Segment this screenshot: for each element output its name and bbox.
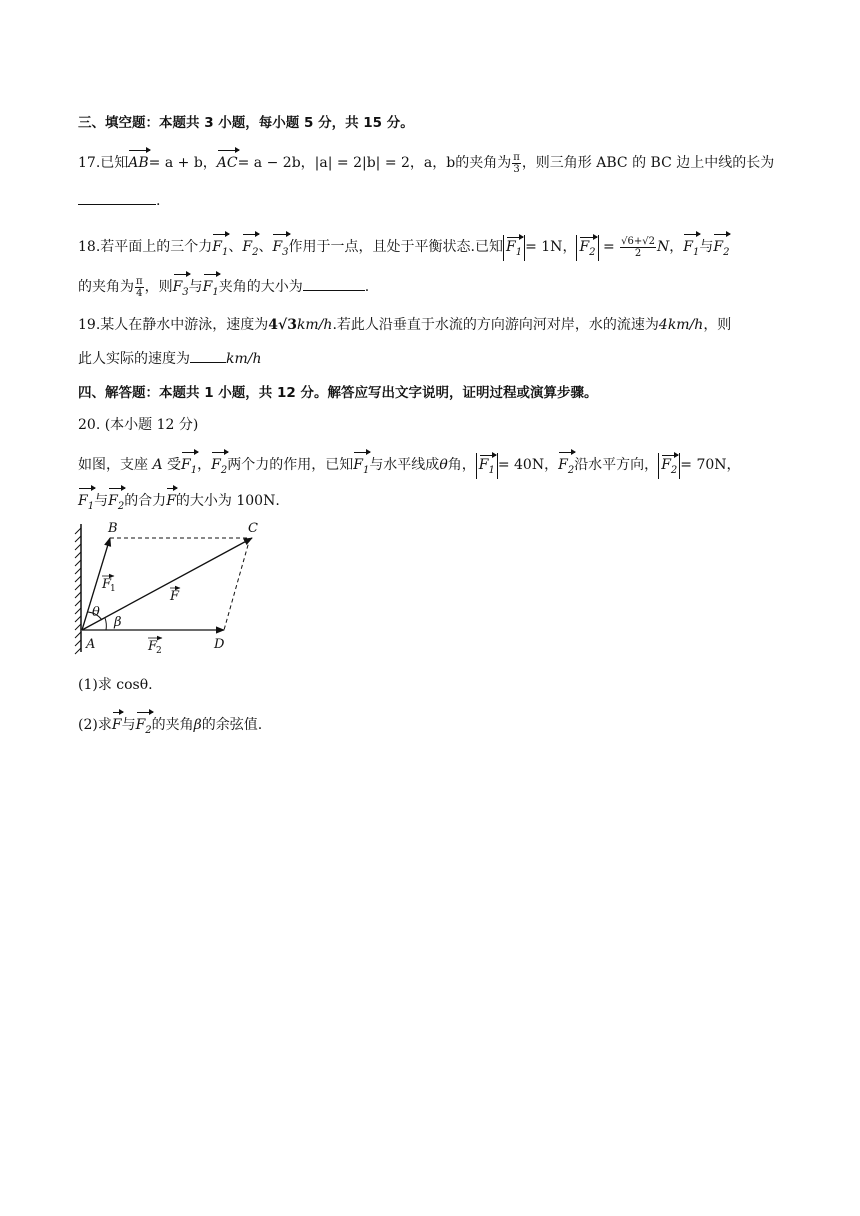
q20-paragraph-line2: $F_1$与$F_2$的合力F的大小为 100N.	[78, 486, 798, 518]
label-f2	[147, 638, 162, 656]
q18-line2-a: 的夹角为	[78, 279, 134, 295]
q20-point-a: A	[152, 457, 163, 473]
q18-abs-f2: $F_2$	[576, 235, 598, 261]
q17-vector-ac: AC	[217, 148, 238, 174]
q20-header	[78, 414, 798, 436]
q20-part2-vector-f: F	[112, 710, 122, 736]
q17-angle-text: a，b的夹角为	[423, 155, 512, 171]
beta-arc	[105, 618, 106, 630]
label-f	[169, 588, 180, 604]
q20-vector-f2b: $F_2$	[558, 450, 574, 482]
q20-part1	[78, 674, 798, 696]
q18-text2: 作用于一点，且处于平衡状态.已知	[288, 239, 503, 255]
q17-answer-blank[interactable]	[78, 190, 156, 205]
wall-hatching	[75, 528, 81, 654]
section-4-title: 四、解答题：本题共 1 小题，共 12 分。解答应写出文字说明，证明过程或演算步骤。	[78, 385, 598, 401]
q17-prefix: 已知	[100, 155, 129, 171]
q20-part2-b: 与	[121, 717, 136, 733]
label-theta: θ	[92, 605, 100, 620]
section-4-heading	[78, 382, 798, 404]
q17-modulus: |a| = 2|b| = 2	[314, 155, 410, 171]
q19-line2-unit: km/h	[226, 351, 262, 367]
q20-resultant-magnitude: 100N	[236, 493, 276, 509]
q20-vector-f1: $F_1$	[181, 450, 197, 482]
q18-and: 与	[699, 239, 714, 255]
q20-theta: θ	[439, 457, 448, 473]
q20-vector-f1b: $F_1$	[353, 450, 369, 482]
q18-answer-blank[interactable]	[303, 276, 365, 291]
question-19	[78, 314, 798, 336]
q18-line2	[78, 272, 798, 304]
q17-end: .	[156, 193, 161, 209]
q20-f1-magnitude: = 40N	[497, 457, 545, 473]
q18-abs-f1: $F_1$	[503, 235, 525, 261]
q18-pi-fraction: $\frac{\pi}{4}$	[136, 275, 143, 299]
q19-line2-text: 此人实际的速度为	[78, 351, 190, 367]
label-b: B	[108, 521, 118, 536]
force-parallelogram-figure	[72, 518, 272, 658]
q20-p1-c: 两个力的作用，已知	[227, 457, 354, 473]
svg-text:F: F	[170, 589, 180, 604]
q17-answer-line	[78, 190, 798, 212]
q18-vector-f2b: $F_2$	[713, 232, 729, 264]
q18-vector-f1c: $F_1$	[203, 272, 219, 304]
q20-vector-f2c: $F_2$	[108, 486, 124, 518]
q20-part2-vector-f2: $F_2$	[136, 710, 152, 742]
q19-unit: km/h	[296, 317, 333, 333]
label-f1	[101, 576, 116, 594]
q19-line2	[78, 348, 798, 370]
q18-number: 18.	[78, 239, 101, 255]
question-18: 18.若平面上的三个力$F_1$、$F_2$、$F_3$作用于一点，且处于平衡状态.已知 $F_1 = 1N$， $F_2$ = $\frac{√6+√2}{2}$ N，$F_1$与$F_2$	[78, 232, 798, 264]
dashed-edge-cd	[224, 538, 250, 630]
label-beta: β	[114, 615, 122, 630]
question-17: 17.已知AB= a + b，AC= a − 2b，|a| = 2|b| = 2，a，b的夹角为 $\frac{\pi}{3}$ ，则三角形 ABC 的 BC 边上中线的长为	[78, 148, 798, 175]
section-3-heading	[78, 112, 798, 134]
q18-and2: 与	[188, 279, 203, 295]
q20-f2-magnitude: = 70N	[680, 457, 727, 473]
q20-vector-f1c: $F_1$	[78, 486, 94, 518]
q18-vector-f2: $F_2$	[242, 232, 258, 264]
q20-p2-c: 的大小为	[175, 493, 232, 509]
q19-text3: ，则	[703, 317, 732, 333]
q20-p1-e: 角，	[447, 457, 476, 473]
q20-p1-b: 受	[167, 457, 182, 473]
q18-unit: N	[657, 239, 670, 255]
q18-vector-f1b: $F_1$	[683, 232, 699, 264]
q17-vector-ab: AB	[128, 148, 148, 174]
q18-vector-f3b: $F_3$	[173, 272, 189, 304]
q20-part2-c: 的夹角	[151, 717, 194, 733]
svg-text:1: 1	[110, 584, 116, 594]
q20-header-text: 20. (本小题 12 分)	[78, 417, 199, 433]
q19-text1: 某人在静水中游泳，速度为	[100, 317, 269, 333]
q17-eq2: = a − 2b	[237, 155, 301, 171]
q18-line2-b: ，则	[144, 279, 173, 295]
q20-part2	[78, 710, 798, 742]
q19-speed: 4√3	[268, 317, 297, 333]
svg-text:2: 2	[156, 646, 162, 656]
q19-answer-blank[interactable]	[190, 348, 226, 363]
q17-suffix: ，则三角形 ABC 的 BC 边上中线的长为	[521, 155, 775, 171]
q20-p1-f: 沿水平方向，	[574, 457, 659, 473]
q18-f2-fraction: $\frac{√6+√2}{2}$	[621, 235, 656, 259]
section-3-title: 三、填空题：本题共 3 小题，每小题 5 分，共 15 分。	[78, 115, 414, 131]
q20-abs-f2: $F_2$	[658, 453, 680, 479]
q20-p2-b: 的合力	[124, 493, 167, 509]
q18-vector-f1: $F_1$	[212, 232, 228, 264]
q20-part2-a: (2)求	[78, 717, 112, 733]
q17-eq1: = a + b	[148, 155, 203, 171]
q19-number: 19.	[78, 317, 101, 333]
q17-number: 17.	[78, 155, 101, 171]
q20-part2-beta: β	[193, 717, 202, 733]
q20-vector-f: F	[166, 486, 176, 512]
label-d: D	[214, 637, 225, 652]
q20-p2-a: 与	[94, 493, 109, 509]
label-c: C	[248, 521, 258, 536]
q20-abs-f1: $F_1$	[476, 453, 498, 479]
q20-p1-d: 与水平线成	[369, 457, 440, 473]
q18-line2-c: 夹角的大小为	[218, 279, 303, 295]
q18-f1-value: = 1N	[525, 239, 563, 255]
q20-paragraph-line1: 如图，支座 A 受$F_1$，$F_2$两个力的作用，已知$F_1$与水平线成θ角， $F_1 = 40N$，$F_2$沿水平方向， $F_2 = 70N$，	[78, 450, 798, 482]
q19-text2: .若此人沿垂直于水流的方向游向河对岸，水的流速为	[332, 317, 659, 333]
label-a: A	[86, 637, 96, 652]
q20-p1-a: 如图，支座	[78, 457, 148, 473]
q20-vector-f2: $F_2$	[211, 450, 227, 482]
q20-part2-d: 的余弦值.	[201, 717, 263, 733]
q19-water-speed: 4km/h	[658, 317, 704, 333]
q20-part1-text: (1)求 cosθ.	[78, 677, 153, 693]
q18-vector-f3: $F_3$	[272, 232, 288, 264]
q18-text1: 若平面上的三个力	[100, 239, 213, 255]
svg-text:F: F	[102, 577, 112, 592]
q18-end: .	[364, 279, 370, 295]
q17-angle-fraction: $\frac{\pi}{3}$	[513, 151, 520, 175]
svg-text:F: F	[148, 639, 158, 654]
